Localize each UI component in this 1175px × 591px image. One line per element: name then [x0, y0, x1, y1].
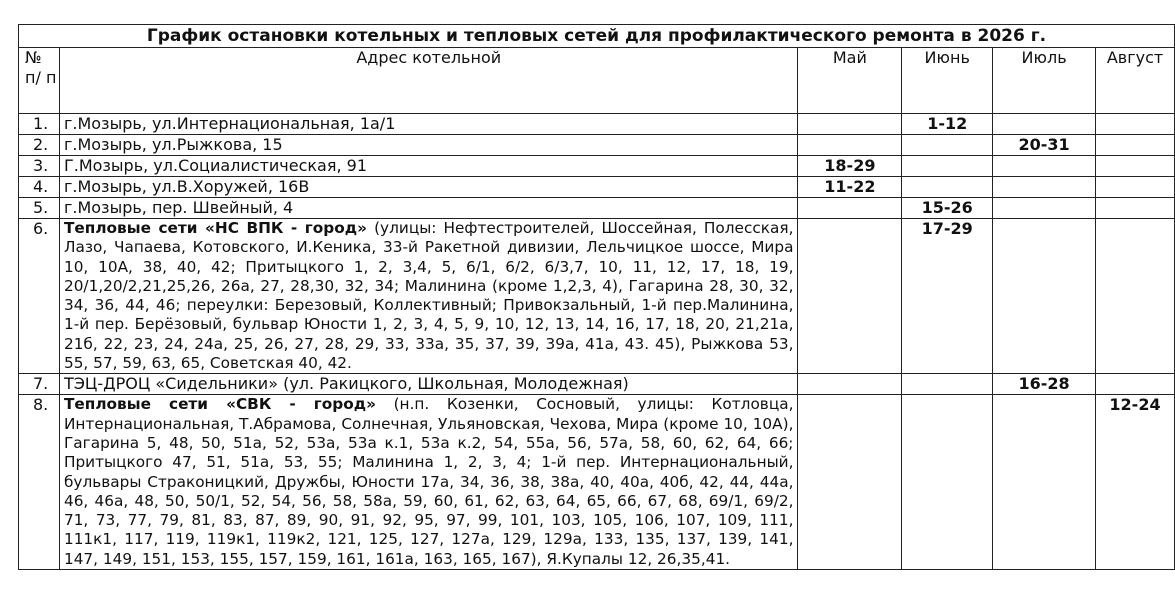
period-august [1096, 219, 1175, 374]
row-number: 5. [19, 198, 60, 219]
period-june: 15-26 [902, 198, 993, 219]
period-june [902, 177, 993, 198]
row-number: 2. [19, 135, 60, 156]
table-row [19, 374, 1175, 395]
period-july [993, 177, 1096, 198]
period-august [1096, 135, 1175, 156]
header-month-may: Май [798, 48, 902, 114]
address-details: (н.п. Козенки, Сосновый, улицы: Котловца, Интернациональная, Т.Абрамова, Солнечная, Ульяновская, Чехова, Мира (кроме 10, 10А), Гагарина 5, 48, 50, 51а, 52, 53а, 53а к.1, 53а к.2, 54, 55а, 56, 57а, 58, 60, 62, 64, 66; Притыцкого 47, 51, 51а, 53, 55; Малинина 1, 2, 3, 4; 1-й пер. Интернациональный, бульвары Страконицкий, Дружбы, Юности 17а, 34, 36, 38, 38а, 40, 40а, 40б, 42, 44, 44а, 46, 46а, 48, 50, 50/1, 52, 54, 56, 58, 58а, 59, 60, 61, 62, 63, 64, 65, 66, 67, 68, 69/1, 69/2, 71, 73, 77, 79, 81, 83, 87, 89, 90, 91, 92, 95, 97, 99, 101, 103, 105, 106, 107, 109, 111, 111к1, 117, 119, 119к1, 119к2, 121, 125, 127, 127а, 129, 129а, 133, 135, 137, 139, 141, 147, 149, 151, 153, 155, 157, 159, 161, 161а, 163, 165, 167), Я.Купалы 12, 26,35,41. [63, 395, 794, 568]
row-address: г.Мозырь, ул.Интернациональная, 1а/1 [59, 114, 798, 135]
row-number: 4. [19, 177, 60, 198]
period-may [798, 374, 902, 395]
network-name: Тепловые сети «СВК - город» [63, 395, 376, 414]
header-address: Адрес котельной [59, 48, 798, 114]
table-row [19, 135, 1175, 156]
row-address: г.Мозырь, ул.В.Хоружей, 16В [59, 177, 798, 198]
period-august [1096, 114, 1175, 135]
title-row [19, 25, 1175, 48]
period-june [902, 156, 993, 177]
period-may: 11-22 [798, 177, 902, 198]
period-august [1096, 198, 1175, 219]
period-may [798, 198, 902, 219]
period-june [902, 135, 993, 156]
period-june: 17-29 [902, 219, 993, 374]
network-name: Тепловые сети «НС ВПК - город» [63, 219, 368, 237]
period-august [1096, 156, 1175, 177]
period-june: 1-12 [902, 114, 993, 135]
row-address: г.Мозырь, ул.Рыжкова, 15 [59, 135, 798, 156]
period-may [798, 135, 902, 156]
period-june [902, 395, 993, 570]
address-details: (улицы: Нефтестроителей, Шоссейная, Полесская, Лазо, Чапаева, Котовского, И.Кеника, 33-й Ракетной дивизии, Лельчицкое шоссе, Мира 10, 10А, 38, 40, 42; Притыцкого 1, 2, 3,4, 5, 6/1, 6/2, 6/3,7, 10, 11, 12, 17, 18, 19, 20/1,20/2,21,25,26, 26а, 27, 28,30, 32, 34; Малинина (кроме 1,2,3, 4), Гагарина 28, 30, 32, 34, 36, 44, 46; переулки: Березовый, Коллективный; Привокзальный, 1-й пер.Малинина, 1-й пер. Берёзовый, бульвар Юности 1, 2, 3, 4, 5, 9, 10, 12, 13, 14, 16, 17, 18, 20, 21,21а, 21б, 22, 23, 24, 24а, 25, 26, 27, 28, 29, 33, 33а, 35, 37, 39, 39а, 41а, 43. 45), Рыжкова 53, 55, 57, 59, 63, 65, Советская 40, 42. [63, 219, 794, 373]
period-july [993, 198, 1096, 219]
table-title: График остановки котельных и тепловых сетей для профилактического ремонта в 2026 г. [19, 25, 1175, 48]
period-may [798, 219, 902, 374]
row-number: 6. [19, 219, 60, 374]
header-month-june: Июнь [902, 48, 993, 114]
row-address: Г.Мозырь, ул.Социалистическая, 91 [59, 156, 798, 177]
row-address [59, 219, 798, 374]
repair-schedule-table [18, 24, 1175, 570]
header-row [19, 48, 1175, 114]
row-address: г.Мозырь, пер. Швейный, 4 [59, 198, 798, 219]
period-may [798, 395, 902, 570]
row-address [59, 395, 798, 570]
row-number: 1. [19, 114, 60, 135]
table-row [19, 219, 1175, 374]
period-june [902, 374, 993, 395]
period-august: 12-24 [1096, 395, 1175, 570]
header-month-july: Июль [993, 48, 1096, 114]
table-row [19, 114, 1175, 135]
period-july [993, 156, 1096, 177]
period-august [1096, 374, 1175, 395]
table-row [19, 177, 1175, 198]
period-may [798, 114, 902, 135]
period-july: 16-28 [993, 374, 1096, 395]
row-number: 3. [19, 156, 60, 177]
period-july [993, 395, 1096, 570]
table-row [19, 156, 1175, 177]
period-july: 20-31 [993, 135, 1096, 156]
header-number: № п/ п [19, 48, 60, 114]
period-may: 18-29 [798, 156, 902, 177]
header-month-august: Август [1096, 48, 1175, 114]
table-row [19, 395, 1175, 570]
period-august [1096, 177, 1175, 198]
row-number: 7. [19, 374, 60, 395]
period-july [993, 219, 1096, 374]
period-july [993, 114, 1096, 135]
table-row [19, 198, 1175, 219]
row-number: 8. [19, 395, 60, 570]
row-address: ТЭЦ-ДРОЦ «Сидельники» (ул. Ракицкого, Школьная, Молодежная) [59, 374, 798, 395]
